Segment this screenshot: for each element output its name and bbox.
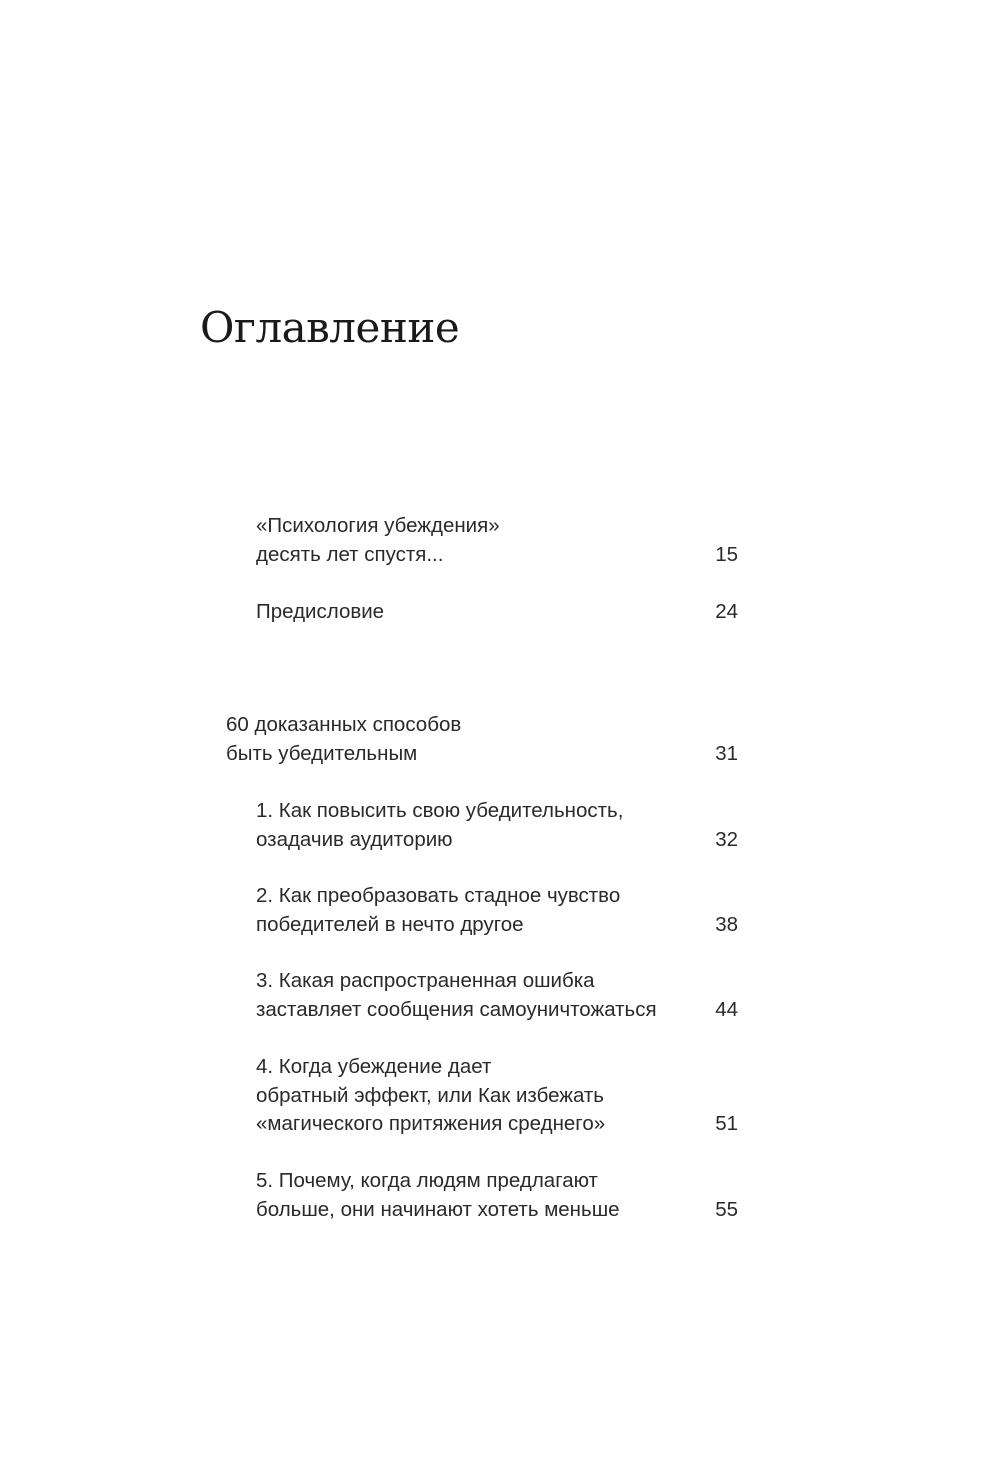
toc-entry-line: Предисловие [256, 600, 385, 623]
page-title: Оглавление [200, 303, 460, 352]
toc-entry-line: 3. Какая распространенная ошибка [256, 969, 595, 992]
toc-page-number: 44 [715, 997, 738, 1021]
toc-entry-chapter-2[interactable] [256, 882, 738, 939]
toc-entry-line: «Психология убеждения» [256, 514, 500, 537]
toc-entry-line: десять лет спустя... [256, 542, 444, 566]
toc-page-number: 38 [715, 912, 738, 936]
toc-entry-preface[interactable] [256, 598, 738, 627]
toc-entry-line: 1. Как повысить свою убедительность, [256, 799, 624, 822]
toc-entry-foreword-anniversary[interactable] [256, 512, 738, 569]
toc-entry-part[interactable] [226, 711, 738, 768]
toc-entry-line: озадачив аудиторию [256, 827, 453, 851]
toc-entry-line: заставляет сообщения самоуничтожаться [256, 997, 657, 1021]
toc-entry-chapter-3[interactable] [256, 967, 738, 1024]
toc-page-number: 55 [715, 1197, 738, 1221]
toc-page-number: 24 [715, 600, 738, 623]
toc-page-number: 31 [715, 741, 738, 765]
toc-entry-line: обратный эффект, или Как избежать [256, 1083, 604, 1107]
toc-entry-chapter-5[interactable] [256, 1167, 738, 1224]
toc-page-number: 51 [715, 1112, 738, 1135]
toc-entry-chapter-4[interactable] [256, 1053, 738, 1139]
toc-entry-line: победителей в нечто другое [256, 912, 524, 936]
toc-entry-line: 60 доказанных способов [226, 713, 462, 736]
toc-page-number: 15 [715, 542, 738, 566]
toc-entry-line: «магического притяжения среднего» [256, 1112, 606, 1135]
toc-entry-line: 5. Почему, когда людям предлагают [256, 1169, 598, 1192]
toc-page-number: 32 [715, 827, 738, 851]
toc-entry-line: быть убедительным [226, 741, 418, 765]
toc-entry-chapter-1[interactable] [256, 797, 738, 854]
toc-entry-line: 4. Когда убеждение дает [256, 1055, 492, 1078]
toc-entry-line: больше, они начинают хотеть меньше [256, 1197, 620, 1221]
toc-entry-line: 2. Как преобразовать стадное чувство [256, 884, 621, 907]
